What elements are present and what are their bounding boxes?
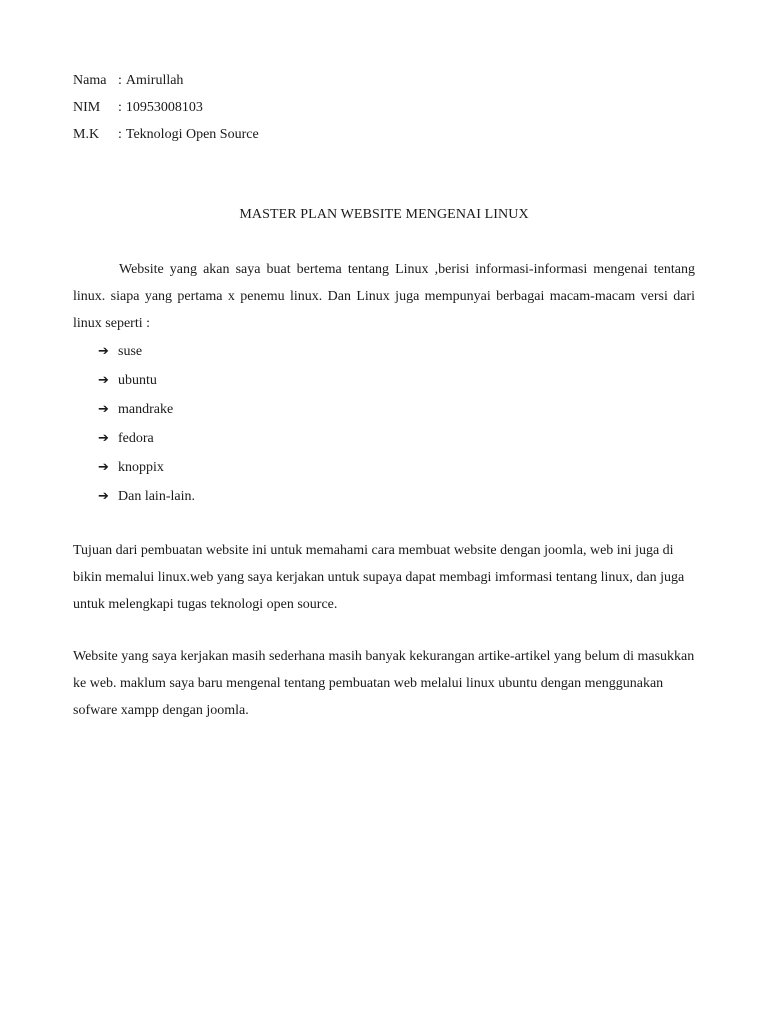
info-row-nim [73,99,259,126]
info-label: NIM [73,100,101,115]
list-item-label: mandrake [118,402,174,417]
closing-paragraph: Website yang saya kerjakan masih sederhana masih banyak kekurangan artike-artikel yang belum di masukkan ke web. maklum saya baru mengenal tentang pembuatan web melalui linux ubuntu dengan menggunakan sofware xampp dengan joomla. [73,649,695,718]
list-item [98,395,195,424]
info-value: Teknologi Open Source [125,127,259,142]
list-item [98,366,195,395]
list-item [98,337,195,366]
right-arrow-icon: ➔ [98,460,109,475]
list-item-label: suse [118,344,143,359]
info-value: Amirullah [125,73,184,88]
list-item-label: fedora [118,431,154,446]
info-label: M.K [73,127,100,142]
info-value: 10953008103 [125,100,203,115]
info-row-course [73,126,259,153]
student-info [73,72,259,153]
info-colon: : [118,73,122,88]
info-label: Nama [73,73,107,88]
distro-list [98,337,195,511]
list-item [98,424,195,453]
right-arrow-icon: ➔ [98,431,109,446]
purpose-paragraph: Tujuan dari pembuatan website ini untuk memahami cara membuat website dengan joomla, web ini juga di bikin memalui linux.web yang saya kerjakan untuk supaya dapat membagi imformasi tentang linux, dan juga untuk melengkapi tugas teknologi open source. [73,543,685,612]
list-item-label: Dan lain-lain. [118,489,195,504]
info-colon: : [118,100,122,115]
right-arrow-icon: ➔ [98,489,109,504]
list-item-label: ubuntu [118,373,157,388]
list-item [98,453,195,482]
list-item [98,482,195,511]
info-row-name [73,72,259,99]
right-arrow-icon: ➔ [98,373,109,388]
list-item-label: knoppix [118,460,164,475]
document-title: MASTER PLAN WEBSITE MENGENAI LINUX [239,207,529,222]
info-colon: : [118,127,122,142]
right-arrow-icon: ➔ [98,344,109,359]
right-arrow-icon: ➔ [98,402,109,417]
intro-paragraph: Website yang akan saya buat bertema tentang Linux ,berisi informasi-informasi mengenai tentang linux. siapa yang pertama x penemu linux. Dan Linux juga mempunyai berbagai macam-macam versi dari linux seperti : [73,262,695,331]
